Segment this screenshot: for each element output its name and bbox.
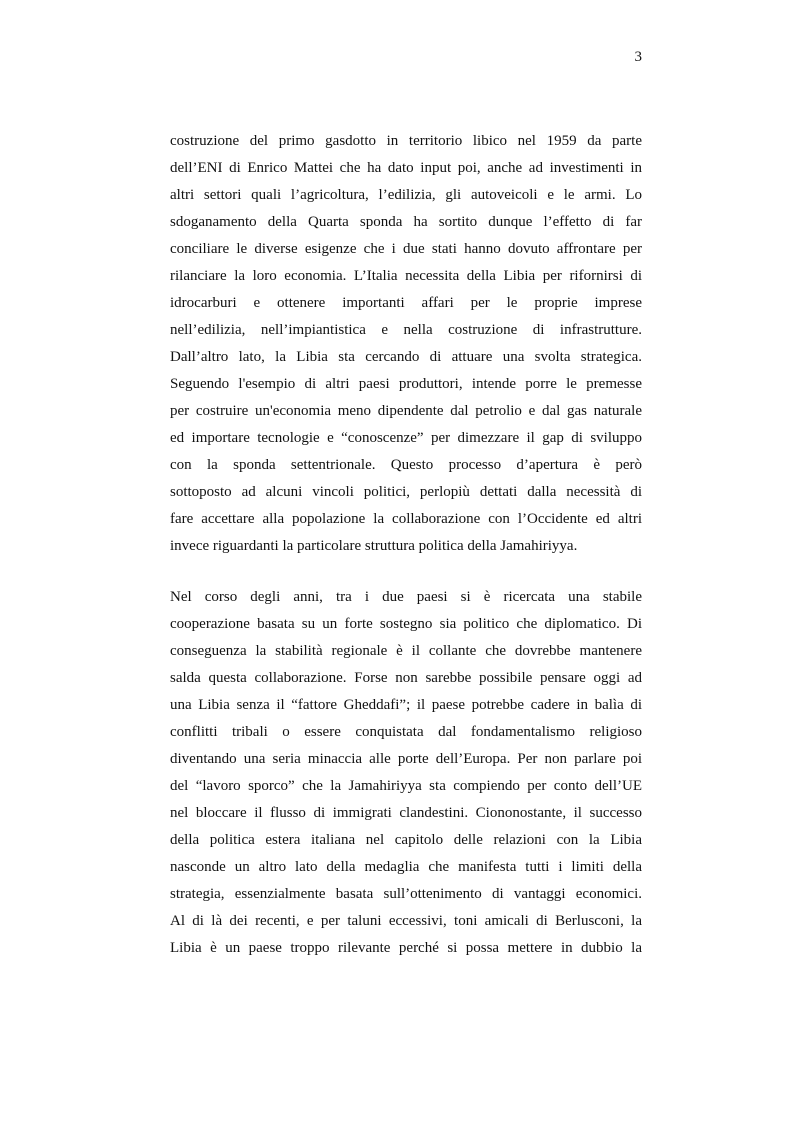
text-line: conflitti tribali o essere conquistata dal fondamentalismo religioso bbox=[170, 724, 642, 740]
text-line: rilanciare la loro economia. L’Italia necessita della Libia per rifornirsi di bbox=[170, 268, 642, 284]
text-line: nasconde un altro lato della medaglia che manifesta tutti i limiti della bbox=[170, 859, 642, 875]
text-line: costruzione del primo gasdotto in territorio libico nel 1959 da parte bbox=[170, 133, 642, 149]
text-line: cooperazione basata su un forte sostegno sia politico che diplomatico. Di bbox=[170, 616, 642, 632]
text-line: ed importare tecnologie e “conoscenze” per dimezzare il gap di sviluppo bbox=[170, 430, 642, 446]
text-line: conseguenza la stabilità regionale è il collante che dovrebbe mantenere bbox=[170, 643, 642, 659]
page-number: 3 bbox=[634, 49, 642, 65]
text-line: invece riguardanti la particolare struttura politica della Jamahiriyya. bbox=[170, 538, 578, 554]
body-paragraph-2 bbox=[170, 584, 642, 962]
text-line: fare accettare alla popolazione la collaborazione con l’Occidente ed altri bbox=[170, 511, 642, 527]
text-line: dell’ENI di Enrico Mattei che ha dato input poi, anche ad investimenti in bbox=[170, 160, 642, 176]
text-line: conciliare le diverse esigenze che i due stati hanno dovuto affrontare per bbox=[170, 241, 642, 257]
text-line: per costruire un'economia meno dipendente dal petrolio e dal gas naturale bbox=[170, 403, 642, 419]
text-line: strategia, essenzialmente basata sull’ottenimento di vantaggi economici. bbox=[170, 886, 642, 902]
text-line: sottoposto ad alcuni vincoli politici, perlopiù dettati dalla necessità di bbox=[170, 484, 642, 500]
text-line: Al di là dei recenti, e per taluni eccessivi, toni amicali di Berlusconi, la bbox=[170, 913, 642, 929]
text-line: Dall’altro lato, la Libia sta cercando di attuare una svolta strategica. bbox=[170, 349, 642, 365]
text-line: altri settori quali l’agricoltura, l’edilizia, gli autoveicoli e le armi. Lo bbox=[170, 187, 642, 203]
text-line: una Libia senza il “fattore Gheddafi”; il paese potrebbe cadere in balìa di bbox=[170, 697, 642, 713]
text-line: Seguendo l'esempio di altri paesi produttori, intende porre le premesse bbox=[170, 376, 642, 392]
text-line: nel bloccare il flusso di immigrati clandestini. Ciononostante, il successo bbox=[170, 805, 642, 821]
text-line: salda questa collaborazione. Forse non sarebbe possibile pensare oggi ad bbox=[170, 670, 642, 686]
text-line: Libia è un paese troppo rilevante perché si possa mettere in dubbio la bbox=[170, 940, 642, 956]
text-line: della politica estera italiana nel capitolo delle relazioni con la Libia bbox=[170, 832, 642, 848]
body-paragraph-1 bbox=[170, 128, 642, 560]
text-line: del “lavoro sporco” che la Jamahiriyya sta compiendo per conto dell’UE bbox=[170, 778, 642, 794]
text-line: con la sponda settentrionale. Questo processo d’apertura è però bbox=[170, 457, 642, 473]
text-line: Nel corso degli anni, tra i due paesi si è ricercata una stabile bbox=[170, 589, 642, 605]
text-line: sdoganamento della Quarta sponda ha sortito dunque l’effetto di far bbox=[170, 214, 642, 230]
text-line: diventando una seria minaccia alle porte dell’Europa. Per non parlare poi bbox=[170, 751, 642, 767]
text-line: nell’edilizia, nell’impiantistica e nella costruzione di infrastrutture. bbox=[170, 322, 642, 338]
text-line: idrocarburi e ottenere importanti affari per le proprie imprese bbox=[170, 295, 642, 311]
